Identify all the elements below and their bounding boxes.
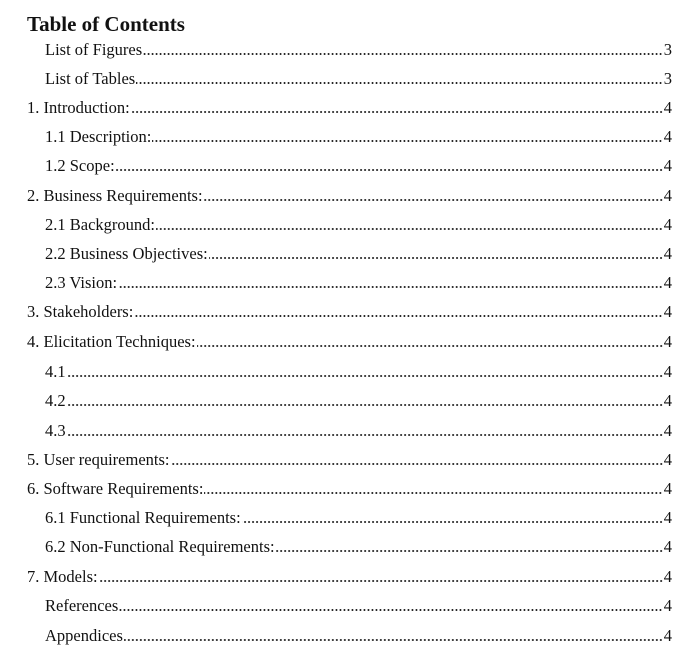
toc-page-number: 4 <box>663 537 672 556</box>
toc-entry-user-requirements[interactable] <box>27 448 672 470</box>
toc-entry-list-of-figures[interactable] <box>45 38 672 60</box>
dot-leader <box>276 549 663 553</box>
toc-entry-introduction[interactable] <box>27 96 672 118</box>
toc-page-number: 3 <box>663 69 672 88</box>
dot-leader <box>99 579 663 583</box>
toc-page-number: 4 <box>663 391 672 410</box>
toc-page-number: 4 <box>663 508 672 527</box>
toc-entry-label: List of Tables <box>45 69 136 88</box>
toc-page-number: 4 <box>663 626 672 645</box>
toc-entry-list-of-tables[interactable] <box>45 67 672 89</box>
toc-entry-software-requirements[interactable] <box>27 477 672 499</box>
dot-leader <box>118 285 663 289</box>
toc-entry-4-1[interactable] <box>45 360 672 382</box>
dot-leader <box>204 491 662 495</box>
toc-entry-label: 4.1 <box>45 362 66 381</box>
toc-entry-label: List of Figures <box>45 40 143 59</box>
toc-entry-label: 1.2 Scope: <box>45 156 115 175</box>
dot-leader <box>119 608 662 612</box>
toc-page-number: 4 <box>663 127 672 146</box>
toc-entry-references[interactable] <box>45 594 672 616</box>
toc-entry-label: 2.1 Background: <box>45 215 155 234</box>
toc-entry-label: 2.3 Vision: <box>45 273 118 292</box>
toc-entry-label: 3. Stakeholders: <box>27 302 134 321</box>
dot-leader <box>156 227 663 231</box>
dot-leader <box>152 139 662 143</box>
dot-leader <box>134 314 662 318</box>
toc-entry-label: 6.1 Functional Requirements: <box>45 508 241 527</box>
toc-entry-label: 7. Models: <box>27 567 98 586</box>
toc-entry-label: 4. Elicitation Techniques: <box>27 332 196 351</box>
toc-page-number: 4 <box>663 244 672 263</box>
toc-entry-label: 1. Introduction: <box>27 98 130 117</box>
toc-title: Table of Contents <box>27 12 185 36</box>
toc-entry-functional-requirements[interactable] <box>45 506 672 528</box>
toc-entry-label: 2.2 Business Objectives: <box>45 244 208 263</box>
dot-leader <box>116 168 663 172</box>
toc-page-number: 4 <box>663 596 672 615</box>
toc-entry-business-requirements[interactable] <box>27 184 672 206</box>
toc-page-number: 4 <box>663 302 672 321</box>
toc-entry-business-objectives[interactable] <box>45 242 672 264</box>
toc-entry-label: 5. User requirements: <box>27 450 170 469</box>
toc-entry-4-2[interactable] <box>45 389 672 411</box>
toc-entry-vision[interactable] <box>45 271 672 293</box>
toc-page-number: 4 <box>663 421 672 440</box>
toc-entry-4-3[interactable] <box>45 419 672 441</box>
toc-page-number: 4 <box>663 215 672 234</box>
toc-entry-non-functional-requirements[interactable] <box>45 535 672 557</box>
dot-leader <box>131 110 663 114</box>
toc-page-number: 4 <box>663 450 672 469</box>
toc-entry-label: References <box>45 596 119 615</box>
toc-entry-models[interactable] <box>27 565 672 587</box>
dot-leader <box>197 344 663 348</box>
toc-entry-scope[interactable] <box>45 154 672 176</box>
dot-leader <box>67 374 663 378</box>
toc-entry-appendices[interactable] <box>45 624 672 646</box>
dot-leader <box>136 81 663 85</box>
toc-page-number: 4 <box>663 479 672 498</box>
toc-page-number: 4 <box>663 186 672 205</box>
toc-entry-description[interactable] <box>45 125 672 147</box>
dot-leader <box>124 638 663 642</box>
toc-entry-label: 6.2 Non-Functional Requirements: <box>45 537 275 556</box>
dot-leader <box>242 520 663 524</box>
dot-leader <box>204 198 663 202</box>
toc-entry-label: Appendices <box>45 626 123 645</box>
toc-entry-label: 4.3 <box>45 421 66 440</box>
dot-leader <box>67 433 663 437</box>
dot-leader <box>171 462 663 466</box>
toc-entry-label: 2. Business Requirements: <box>27 186 203 205</box>
dot-leader <box>67 403 663 407</box>
toc-page-number: 4 <box>663 273 672 292</box>
toc-entry-label: 4.2 <box>45 391 66 410</box>
toc-entry-background[interactable] <box>45 213 672 235</box>
toc-entry-elicitation-techniques[interactable] <box>27 330 672 352</box>
toc-page-number: 4 <box>663 98 672 117</box>
dot-leader <box>209 256 663 260</box>
toc-page-number: 4 <box>663 567 672 586</box>
dot-leader <box>143 52 663 56</box>
toc-page-number: 4 <box>663 362 672 381</box>
toc-entry-label: 6. Software Requirements: <box>27 479 204 498</box>
toc-entry-label: 1.1 Description: <box>45 127 152 146</box>
toc-entry-stakeholders[interactable] <box>27 300 672 322</box>
toc-page-number: 4 <box>663 156 672 175</box>
toc-page-number: 4 <box>663 332 672 351</box>
toc-page-number: 3 <box>663 40 672 59</box>
